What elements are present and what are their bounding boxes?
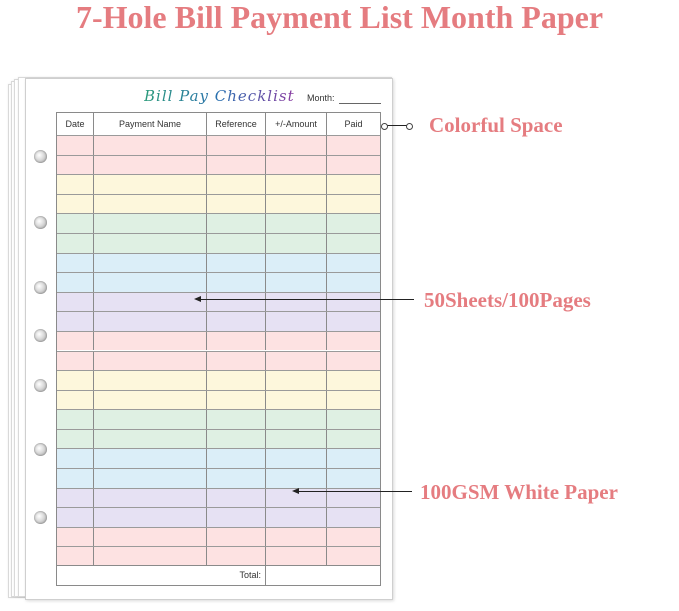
- table-cell: [327, 175, 380, 194]
- table-cell: [207, 254, 266, 273]
- sheets-pointer-arrow: [200, 299, 414, 300]
- arrow-head-icon: [292, 488, 299, 494]
- table-cell: [57, 254, 94, 273]
- callout-sheets: 50Sheets/100Pages: [424, 288, 591, 312]
- table-cell: [266, 371, 327, 390]
- table-cell: [207, 371, 266, 390]
- table-cell: [327, 312, 380, 331]
- total-label: Total:: [57, 566, 266, 585]
- table-cell: [94, 214, 207, 233]
- table-row: [57, 507, 380, 527]
- callout-paper: 100GSM White Paper: [420, 480, 618, 504]
- table-cell: [207, 156, 266, 175]
- table-cell: [266, 273, 327, 292]
- column-header-amount: +/-Amount: [266, 113, 327, 135]
- callout-colorful-space: Colorful Space: [429, 113, 563, 137]
- table-row: [57, 331, 380, 351]
- table-cell: [94, 371, 207, 390]
- table-cell: [207, 547, 266, 566]
- table-cell: [327, 195, 380, 214]
- table-cell: [327, 214, 380, 233]
- table-cell: [207, 430, 266, 449]
- table-cell: [266, 136, 327, 155]
- table-cell: [57, 391, 94, 410]
- table-cell: [327, 449, 380, 468]
- table-cell: [327, 391, 380, 410]
- table-cell: [57, 214, 94, 233]
- table-cell: [94, 293, 207, 312]
- bill-table: [56, 112, 381, 586]
- table-cell: [57, 156, 94, 175]
- table-cell: [207, 469, 266, 488]
- table-cell: [94, 332, 207, 351]
- table-cell: [327, 547, 380, 566]
- table-row: [57, 233, 380, 253]
- binder-hole: [34, 281, 47, 294]
- table-cell: [207, 332, 266, 351]
- table-cell: [94, 449, 207, 468]
- table-row: [57, 174, 380, 194]
- table-cell: [207, 489, 266, 508]
- column-header-date: Date: [57, 113, 94, 135]
- table-cell: [266, 469, 327, 488]
- table-row: [57, 468, 380, 488]
- table-cell: [94, 234, 207, 253]
- table-cell: [207, 352, 266, 371]
- table-row: [57, 370, 380, 390]
- table-cell: [57, 528, 94, 547]
- table-cell: [57, 273, 94, 292]
- table-cell: [57, 234, 94, 253]
- column-header-paid: Paid: [344, 119, 363, 129]
- table-cell: [57, 312, 94, 331]
- table-cell: [94, 273, 207, 292]
- table-cell: [207, 195, 266, 214]
- table-row: [57, 292, 380, 312]
- table-cell: [207, 391, 266, 410]
- table-cell: [266, 234, 327, 253]
- table-row: [57, 409, 380, 429]
- table-cell: [327, 508, 380, 527]
- table-cell: [57, 352, 94, 371]
- month-label: Month:: [307, 93, 335, 103]
- table-cell: [94, 410, 207, 429]
- binder-hole: [34, 443, 47, 456]
- table-row: [57, 311, 380, 331]
- table-header: [57, 113, 380, 135]
- table-cell: [94, 547, 207, 566]
- table-cell: [57, 371, 94, 390]
- table-cell: [207, 175, 266, 194]
- colorful-pointer-line: [384, 125, 412, 126]
- table-cell: [94, 508, 207, 527]
- table-row: [57, 429, 380, 449]
- table-cell: [57, 293, 94, 312]
- table-cell: [266, 214, 327, 233]
- table-cell: [266, 391, 327, 410]
- table-cell: [327, 254, 380, 273]
- table-cell: [266, 352, 327, 371]
- table-cell: [327, 430, 380, 449]
- table-cell: [207, 136, 266, 155]
- table-cell: [94, 489, 207, 508]
- table-row: [57, 194, 380, 214]
- table-cell: [327, 332, 380, 351]
- binder-hole: [34, 216, 47, 229]
- sheet-title: Bill Pay Checklist: [144, 87, 295, 105]
- table-body: [57, 135, 380, 566]
- table-cell: [94, 391, 207, 410]
- binder-hole: [34, 329, 47, 342]
- table-cell: [94, 469, 207, 488]
- table-cell: [57, 430, 94, 449]
- table-cell: [57, 195, 94, 214]
- table-cell: [94, 136, 207, 155]
- table-row: [57, 253, 380, 273]
- table-row: [57, 213, 380, 233]
- table-cell: [207, 234, 266, 253]
- table-cell: [94, 195, 207, 214]
- arrow-head-icon: [194, 296, 201, 302]
- table-cell: [327, 371, 380, 390]
- table-cell: [327, 293, 380, 312]
- table-cell: [327, 273, 380, 292]
- table-row: [57, 448, 380, 468]
- table-cell: [94, 430, 207, 449]
- total-value-cell: [266, 566, 380, 585]
- table-row: [57, 272, 380, 292]
- table-cell: [207, 214, 266, 233]
- checklist-sheet: [25, 78, 393, 600]
- table-cell: [57, 410, 94, 429]
- table-cell: [207, 273, 266, 292]
- headline: 7-Hole Bill Payment List Month Paper: [75, 0, 604, 35]
- table-cell: [266, 195, 327, 214]
- table-row: [57, 351, 380, 371]
- table-cell: [266, 547, 327, 566]
- table-cell: [327, 410, 380, 429]
- table-cell: [207, 449, 266, 468]
- table-cell: [94, 156, 207, 175]
- column-header-reference: Reference: [207, 113, 266, 135]
- table-cell: [327, 528, 380, 547]
- table-cell: [266, 254, 327, 273]
- table-cell: [207, 293, 266, 312]
- table-cell: [207, 312, 266, 331]
- table-cell: [57, 449, 94, 468]
- table-cell: [207, 410, 266, 429]
- table-cell: [266, 332, 327, 351]
- table-cell: [57, 175, 94, 194]
- binder-hole: [34, 511, 47, 524]
- table-cell: [57, 547, 94, 566]
- table-row: [57, 527, 380, 547]
- table-cell: [57, 332, 94, 351]
- column-header-payment-name: Payment Name: [94, 113, 207, 135]
- table-cell: [207, 508, 266, 527]
- table-cell: [207, 528, 266, 547]
- table-cell: [94, 312, 207, 331]
- table-row: [57, 390, 380, 410]
- table-cell: [57, 469, 94, 488]
- table-cell: [327, 469, 380, 488]
- table-row: [57, 135, 380, 155]
- paper-pointer-arrow: [298, 491, 412, 492]
- table-cell: [57, 508, 94, 527]
- table-cell: [327, 156, 380, 175]
- table-cell: [266, 430, 327, 449]
- table-cell: [327, 352, 380, 371]
- binder-hole: [34, 379, 47, 392]
- table-cell: [94, 352, 207, 371]
- table-cell: [266, 508, 327, 527]
- month-underline: [339, 103, 381, 104]
- table-cell: [57, 136, 94, 155]
- table-cell: [266, 528, 327, 547]
- table-cell: [266, 293, 327, 312]
- table-cell: [266, 156, 327, 175]
- table-cell: [327, 234, 380, 253]
- table-cell: [266, 312, 327, 331]
- binder-hole: [34, 150, 47, 163]
- table-cell: [266, 410, 327, 429]
- table-row: [57, 546, 380, 566]
- table-cell: [57, 489, 94, 508]
- table-cell: [327, 136, 380, 155]
- table-cell: [266, 175, 327, 194]
- table-cell: [94, 254, 207, 273]
- table-row: [57, 155, 380, 175]
- table-footer: [57, 565, 380, 585]
- table-cell: [94, 175, 207, 194]
- table-cell: [94, 528, 207, 547]
- table-cell: [266, 449, 327, 468]
